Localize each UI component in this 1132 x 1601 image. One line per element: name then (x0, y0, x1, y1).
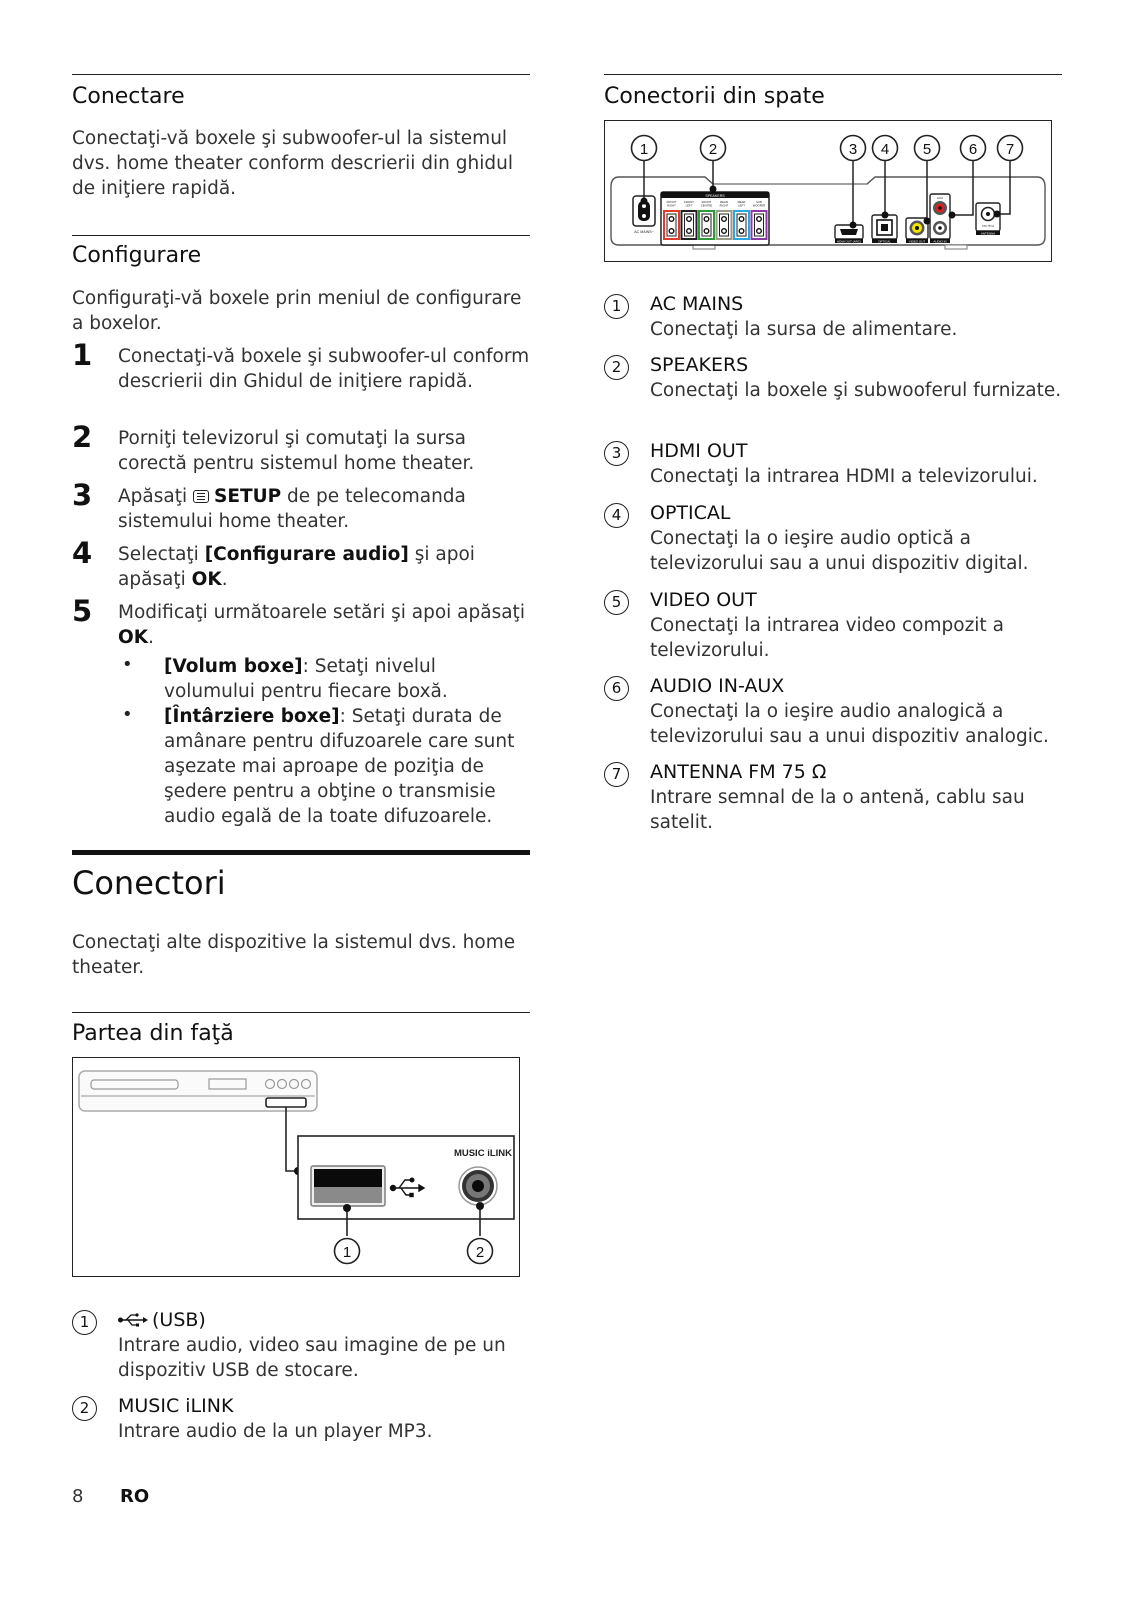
step-text: Conectaţi-vă boxele şi subwoofer-ul conform descrierii din Ghidul de iniţiere rapidă. (118, 346, 530, 392)
callout-number: 2 (708, 141, 718, 158)
heading-conectori: Conectori (72, 864, 226, 902)
step-number: 1 (72, 338, 93, 372)
callout-5 (915, 136, 940, 161)
step-text-part: . (221, 569, 228, 590)
item-desc: Intrare audio, video sau imagine de pe un dispozitiv USB de stocare. (118, 1335, 506, 1381)
speaker-terminal-label: SUB (756, 200, 762, 204)
callout-number: 1 (639, 141, 649, 158)
item-title: AC MAINS (650, 293, 744, 315)
step-text (118, 600, 530, 650)
audio-in-label: AUDIO IN (933, 239, 947, 244)
setting-name: [Întârziere boxe] (164, 706, 340, 727)
callout-number: 6 (968, 141, 978, 158)
callout-2 (701, 136, 726, 161)
speaker-terminal-label: FRONT (666, 200, 677, 204)
setting-desc: : Setaţi nivelul volumului pentru fiecare boxă. (164, 656, 448, 702)
item-desc: Conectaţi la sursa de alimentare. (650, 319, 958, 340)
step-text-part: şi apoi apăsaţi (118, 544, 475, 590)
optical-port (872, 215, 897, 243)
bullet-text (164, 654, 530, 704)
item-desc: Conectaţi la intrarea HDMI a televizorului. (650, 466, 1038, 487)
heading-conectare: Conectare (72, 84, 185, 109)
setup-menu-icon (193, 490, 209, 503)
audio-in-aux-jacks (930, 194, 950, 243)
svg-text:2: 2 (475, 1244, 485, 1261)
rear-panel-diagram (605, 121, 1051, 261)
callout-1 (632, 136, 657, 161)
item-title (118, 1308, 206, 1333)
callout-7 (998, 136, 1023, 161)
callout-number: 3 (848, 141, 858, 158)
page-number: 8 (72, 1486, 84, 1507)
item-title: ANTENNA FM 75 Ω (650, 761, 827, 783)
item-desc: Conectaţi la o ieşire audio optică a televizorului sau a unui dispozitiv digital. (650, 528, 1029, 574)
speaker-terminal-label: LEFT (685, 203, 693, 208)
speaker-terminal-label: RIGHT (719, 203, 729, 208)
speaker-terminal-label: LEFT (738, 203, 745, 208)
music-ilink-jack (459, 1167, 497, 1205)
svg-text:1: 1 (342, 1244, 352, 1261)
section-divider (72, 1012, 530, 1013)
ok-button-label: OK (118, 627, 149, 648)
step-text (118, 542, 530, 592)
hdmi-out-port (835, 225, 863, 243)
video-out-label: VIDEO OUT (908, 239, 926, 244)
item-desc: Conectaţi la intrarea video compozit a televizorului. (650, 615, 1004, 661)
speaker-terminal-label: REAR (720, 200, 728, 204)
front-panel-diagram (73, 1058, 519, 1276)
item-desc: Conectaţi la o ieşire audio analogică a televizorului sau a unui dispozitiv analogic. (650, 701, 1049, 747)
bullet-dot: • (122, 704, 133, 725)
callout-number: 7 (604, 762, 629, 787)
callout-number: 1 (604, 294, 629, 319)
speakers-label: SPEAKERS (705, 194, 725, 198)
callout-number: 4 (880, 141, 890, 158)
antenna-label: ANTENNA (980, 231, 996, 236)
callout-number: 5 (604, 590, 629, 615)
speaker-terminal-label: WOOFER (752, 203, 766, 208)
setup-button-label: SETUP (214, 486, 282, 507)
item-desc: Conectaţi la boxele şi subwooferul furnizate. (650, 380, 1062, 401)
ac-mains-label: AC MAINS~ (634, 230, 654, 234)
callout-number: 5 (922, 141, 932, 158)
callout-number: 2 (604, 355, 629, 380)
usb-icon (118, 1313, 148, 1327)
aux-label: AUX (936, 196, 944, 200)
item-desc: Intrare audio de la un player MP3. (118, 1421, 433, 1442)
conectare-body: Conectaţi-vă boxele şi subwoofer-ul la sistemul dvs. home theater conform descrierii din ghidul de iniţiere rapidă. (72, 128, 514, 199)
step-text-part: Selectaţi (118, 544, 205, 565)
speaker-terminal-label: REAR (737, 200, 746, 204)
speaker-terminal (699, 200, 714, 239)
item-title: MUSIC iLINK (118, 1395, 234, 1417)
step-number: 5 (72, 594, 93, 628)
step-number: 4 (72, 536, 93, 570)
section-divider (72, 235, 530, 236)
item-desc: Intrare semnal de la o antenă, cablu sau satelit. (650, 787, 1025, 833)
callout-number: 6 (604, 676, 629, 701)
callout-number: 1 (72, 1310, 97, 1335)
speaker-terminal-label: FRONT (701, 200, 712, 204)
configurare-intro: Configuraţi-vă boxele prin meniul de configurare a boxelor. (72, 288, 522, 334)
speaker-terminal-label: FRONT (684, 200, 694, 204)
heading-conectorii-din-spate: Conectorii din spate (604, 84, 825, 109)
callout-2 (468, 1239, 493, 1264)
antenna-fm-socket (976, 203, 1000, 235)
ok-button-label: OK (191, 569, 222, 590)
usb-port (311, 1166, 385, 1206)
callout-1 (335, 1239, 360, 1264)
menu-option-label: [Configurare audio] (204, 544, 409, 565)
step-number: 3 (72, 478, 93, 512)
step-text-part: . (148, 627, 154, 648)
rear-panel-figure (604, 120, 1052, 262)
step-text (118, 484, 530, 534)
item-title: VIDEO OUT (650, 589, 757, 611)
music-ilink-panel-label: MUSIC iLINK (453, 1148, 512, 1159)
bullet-text (164, 704, 530, 829)
chapter-divider (72, 850, 530, 855)
step-text-part: de pe telecomanda sistemului home theater. (118, 486, 466, 532)
fm-label: FM 75 Ω (982, 224, 994, 228)
optical-label: OPTICAL (878, 239, 891, 244)
item-title: AUDIO IN-AUX (650, 675, 785, 697)
callout-number: 2 (72, 1396, 97, 1421)
conectori-body: Conectaţi alte dispozitive la sistemul dvs. home theater. (72, 932, 516, 978)
step-text: Porniţi televizorul şi comutaţi la sursa corectă pentru sistemul home theater. (118, 428, 475, 474)
hdmi-label: HDMI OUT (ARC) (837, 239, 861, 244)
front-panel-figure (72, 1057, 520, 1277)
section-divider (604, 74, 1062, 75)
item-title: SPEAKERS (650, 354, 749, 376)
language-code: RO (120, 1486, 150, 1507)
callout-number: 7 (1005, 141, 1015, 158)
step-number: 2 (72, 420, 93, 454)
player-illustration (79, 1071, 317, 1111)
callout-4 (873, 136, 898, 161)
item-title: OPTICAL (650, 502, 731, 524)
callout-6 (961, 136, 986, 161)
section-divider (72, 74, 530, 75)
heading-partea-din-fata: Partea din faţă (72, 1021, 234, 1046)
callout-number: 3 (604, 441, 629, 466)
setting-name: [Volum boxe] (164, 656, 303, 677)
heading-configurare: Configurare (72, 243, 202, 268)
step-text-part: Apăsaţi (118, 486, 193, 507)
speaker-terminal-label: CENTRE (700, 203, 713, 208)
bullet-dot: • (122, 654, 133, 675)
callout-number: 4 (604, 503, 629, 528)
step-text-part: Modificaţi următoarele setări şi apoi apăsaţi (118, 602, 525, 623)
speaker-terminal (752, 200, 767, 239)
setting-desc: : Setaţi durata de amânare pentru difuzoarele care sunt aşezate mai aproape de poziţia de şedere pentru a obţine o transmisie audio egală de la toate difuzoarele. (164, 706, 515, 827)
speaker-terminal-label: RIGHT (667, 203, 676, 208)
item-title: HDMI OUT (650, 440, 748, 462)
callout-3 (841, 136, 866, 161)
item-title-text: (USB) (152, 1309, 206, 1331)
